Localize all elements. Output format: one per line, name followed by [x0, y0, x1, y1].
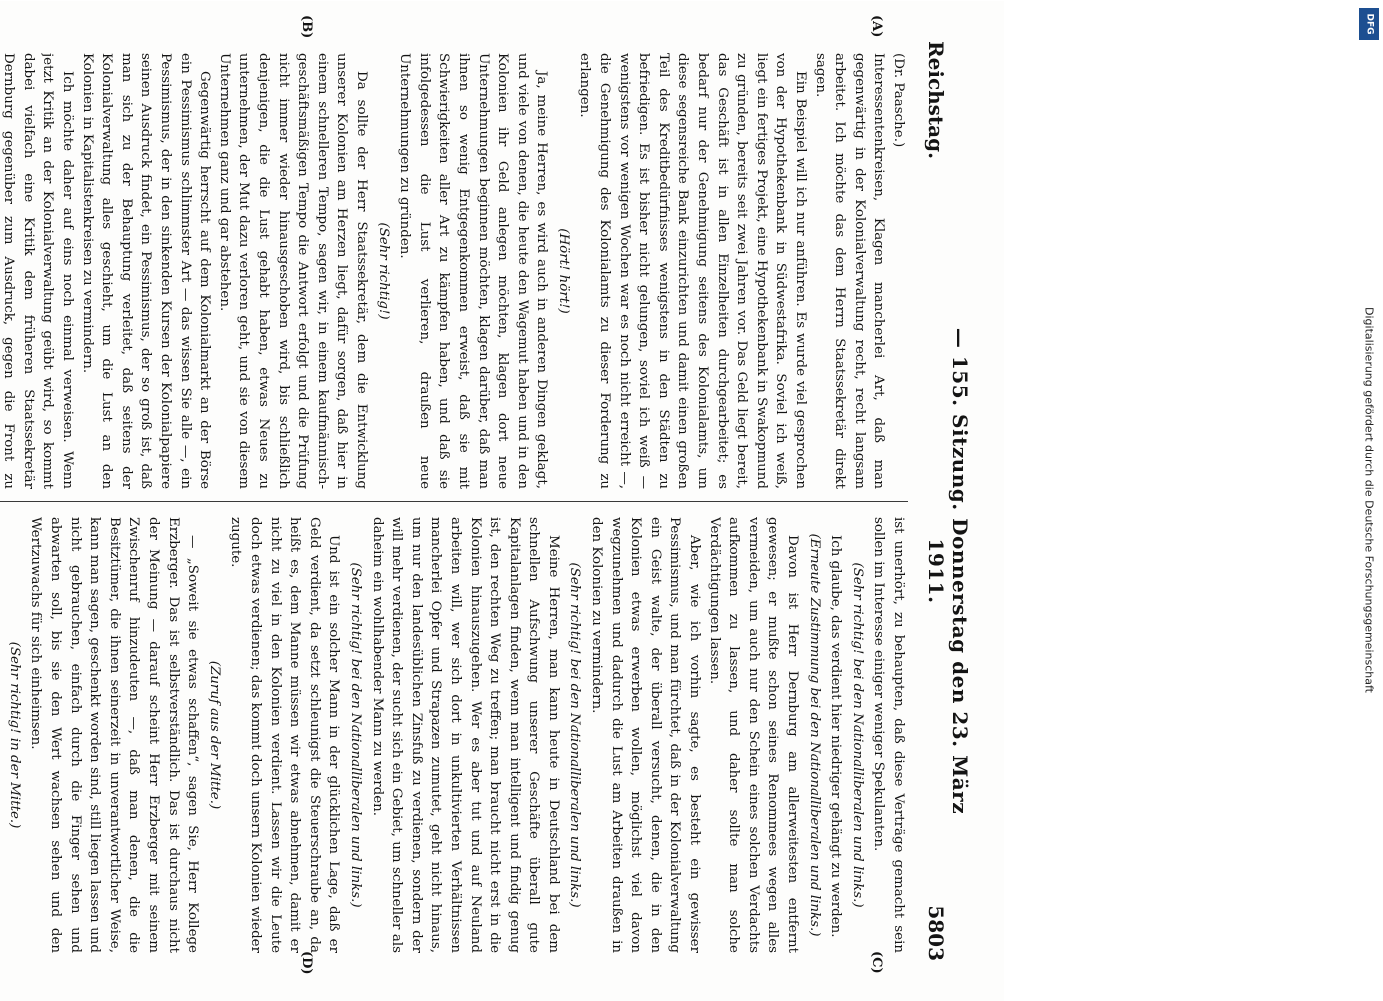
paragraph: Davon ist Herr Dernburg am allerweitesten entfernt gewesen; er mußte schon seines Renommees wegen alles vermeiden, um auch nur den Schein eines solchen Verdachts aufkommen zu lassen, und daher sollte man solche Verdächtigungen lassen.	[706, 517, 801, 953]
paragraph: Da sollte der Herr Staatssekretär, dem die Entwicklung unserer Kolonien am Herzen liegt, dafür sorgen, daß hier in einem schnelleren Tempo, sagen wir, in einem kaufmännisch-geschäftsmäßigen Tempo die Antwort erfolgt und die Prüfung nicht immer wieder hinausgeschoben wird, bis schließlich denjenigen, die die Lust gehabt haben, etwas Neues zu unternehmen, der Mut dazu verloren geht, und sie von diesem Unternehmen ganz und gar abstehen.	[216, 53, 369, 489]
interjection: (Sehr richtig! bei den Nationalliberalen und links.)	[347, 562, 363, 908]
dfg-logo-text: DFG	[1364, 13, 1375, 35]
interjection: (Sehr richtig! in der Mitte.)	[6, 641, 22, 829]
watermark-text: Digitalisierung gefördert durch die Deutsche Forschungsgemeinschaft	[1362, 307, 1376, 693]
paragraph	[0, 517, 2, 953]
paragraph: Ja, meine Herren, es wird auch in anderen Dingen geklagt, und viele von denen, die heute den Wagemut haben und in den Kolonien ihr Geld anlegen möchten, klagen dort neue Unternehmungen beginnen möchten, klagen darüber, daß man ihnen so wenig Entgegenkommen erweist, daß sie mit Schwierigkeiten aller Art zu kämpfen haben, und daß sie infolgedessen die Lust verlieren, draußen neue Unternehmungen zu gründen.	[397, 53, 550, 489]
margin-marker-a: (A)	[869, 15, 884, 38]
header-center: — 155. Sitzung. Donnerstag den 23. März 1911.	[924, 327, 972, 815]
margin-marker-d: (D)	[299, 951, 314, 975]
page-number: 5803	[924, 905, 948, 961]
paragraph: Ich möchte daher auf eins noch einmal verweisen. Wenn jetzt Kritik an der Kolonialverwaltung geübt wird, so kommt dabei vielfach eine Kritik dem früheren Staatssekretär Dernburg gegenüber zum Ausdruck, gegen die Front zu	[1, 53, 76, 489]
paragraph: Ein Beispiel will ich nur anführen. Es wurde viel gesprochen von der Hypothekenbank in Südwestafrika. Soviel ich weiß, liegt ein fertiges Projekt, eine Hypothekenbank in Swakopmund zu gründen, bereits seit zwei Jahren vor. Das Geld liegt bereit, das Geschäft ist in allen Einzelheiten durchgearbeitet; es bedarf nur der Genehmigung seitens des Kolonialamts, um diese segensreiche Bank einzurichten und damit einen großen Teil des Kreditbedürfnisses wenigstens in den Städten zu befriedigen. Es ist bisher nicht gelungen, soviel ich weiß — wenigstens vor wenigen Wochen war es noch nicht erreicht —, die Genehmigung des Kolonialamts zu dieser Forderung zu erlangen.	[577, 53, 809, 489]
column-divider	[0, 501, 908, 502]
paragraph: Gegenwärtig herrscht auf dem Kolonialmarkt an der Börse ein Pessimismus schlimmster Art — das wissen Sie alle —, ein Pessimismus, der in den sinkenden Kursen der Kolonialpapiere seinen Ausdruck findet, ein Pessimismus, der so groß ist, daß man sich zu der Behauptung verleitet, daß seitens der Kolonialverwaltung alles geschieht, um die Lust an den Kolonien in Kapitalistenkreisen zu vermindern.	[79, 53, 213, 489]
paragraph: — „Soweit sie etwas schaffen“, sagen Sie, Herr Kollege Erzberger. Das ist selbstverständlich. Das ist durchaus nicht der Meinung — darauf scheint Herr Erzberger mit seinem Zwischenruf hinzudeuten —, daß man denen, die die Besitztümer, die ihnen seinerzeit in unverantwortlicher Weise, kann man sagen, geschenkt worden sind, still liegen lassen und nicht gebrauchen, einfach durch die Finger sehen und abwarten soll, bis sie den Wert wachsen sehen und den Wertzuwachs für sich einheimsen.	[28, 517, 201, 953]
margin-marker-c: (C)	[869, 951, 884, 974]
digitization-watermark	[1356, 0, 1382, 1000]
paragraph: Aber, wie ich vorhin sagte, es besteht ein gewisser Pessimismus, und man fürchtet, daß in der Kolonialverwaltung ein Geist walte, der überall versucht, denen, die in den Kolonien etwas erwerben wollen, möglichst viel davon wegzunehmen und dadurch die Lust am Arbeiten draußen in den Kolonien zu vermindern.	[589, 517, 703, 953]
paragraph: Meine Herren, man kann heute in Deutschland bei dem schnellen Aufschwung unserer Geschäfte überall gute Kapitalanlagen finden, wenn man intelligent und findig genug ist, den rechten Weg zu treffen; man braucht nicht erst in die Kolonien hinauszugehen. Wer es aber tut und auf Neuland arbeiten will, wer sich dort in unkultivierten Verhältnissen mancherlei Opfer und Strapazen zumutet, geht nicht hinaus, um nur den landesüblichen Zinsfuß zu verdienen, sondern der will mehr verdienen, der sucht sich ein Gebiet, um schneller als daheim ein wohlhabender Mann zu werden.	[369, 517, 561, 953]
speaker-name: (Dr. Paasche.)	[891, 53, 906, 148]
right-column	[0, 517, 908, 953]
interjection: (Erneute Zustimmung bei den Nationalliberalen und links.)	[806, 533, 822, 937]
interjection: (Sehr richtig! bei den Nationalliberalen und links.)	[849, 562, 865, 908]
margin-marker-b: (B)	[299, 15, 314, 39]
dfg-logo-icon	[1359, 8, 1379, 40]
interjection: (Sehr richtig!)	[375, 222, 391, 320]
interjection: (Hört! hört!)	[555, 228, 571, 314]
left-column	[0, 53, 908, 489]
paragraph: Ich glaube, das verdient hier niedriger gehängt zu werden.	[828, 535, 844, 938]
paragraph: Interessentenkreisen, Klagen mancherlei Art, daß man gegenwärtig in der Kolonialverwaltung recht, recht langsam arbeitet. Ich möchte das dem Herrn Staatssekretär direkt sagen.	[812, 53, 887, 489]
page-header	[924, 41, 972, 961]
interjection: (Zuruf aus der Mitte.)	[206, 660, 222, 810]
rotated-newspaper-page	[0, 1, 1004, 1001]
paragraph: Und ist ein solcher Mann in der glücklichen Lage, daß er Geld verdient, da setzt schleunigst die Steuerschraube an, da heißt es, dem Manne müssen wir etwas abnehmen, damit er nicht zu viel in den Kolonien verdient. Lassen wir die Leute doch etwas verdienen; das kommt doch unsern Kolonien wieder zugute.	[228, 517, 342, 953]
header-left: Reichstag.	[924, 41, 948, 160]
interjection: (Sehr richtig! bei den Nationalliberalen und links.)	[567, 562, 583, 908]
paragraph: ist unerhört, zu behaupten, daß diese Verträge gemacht sein sollen im Interesse einiger weniger Spekulanten.	[871, 517, 906, 953]
